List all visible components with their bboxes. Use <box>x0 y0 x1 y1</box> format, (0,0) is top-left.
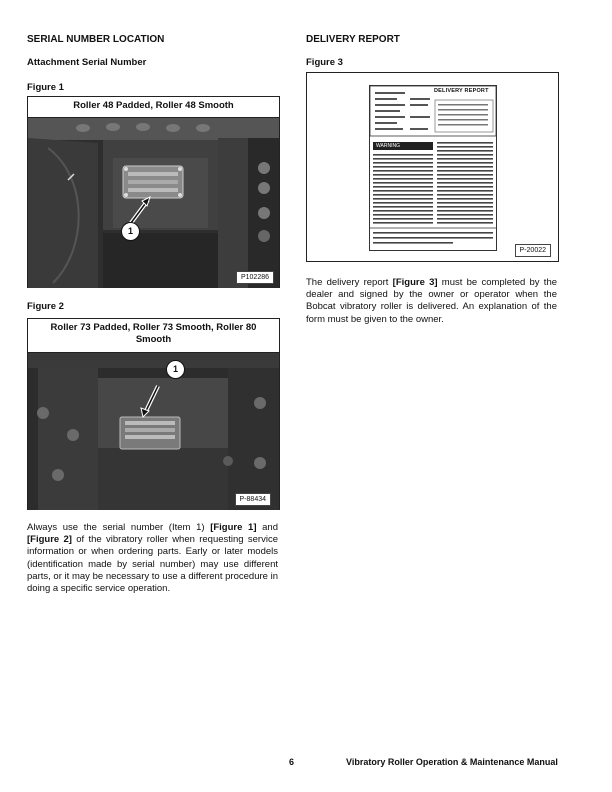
para-left-text-1: Always use the serial number (Item 1) <box>27 522 211 533</box>
manual-title: Vibratory Roller Operation & Maintenance Manual <box>346 757 558 767</box>
figure3-ref: [Figure 3] <box>392 277 438 288</box>
para-right-text-1: The delivery report <box>306 277 393 288</box>
figure2-ref: [Figure 2] <box>27 534 72 546</box>
section-title-delivery-report: DELIVERY REPORT <box>306 34 400 45</box>
figure2-label: Figure 2 <box>27 301 64 312</box>
delivery-report-form <box>369 85 497 251</box>
section-title-serial-number: SERIAL NUMBER LOCATION <box>27 34 165 45</box>
figure3-label: Figure 3 <box>306 57 343 68</box>
warning-label: WARNING <box>376 143 400 149</box>
figure3-photo-id: P-20022 <box>515 244 551 257</box>
figure1-photo <box>28 117 279 288</box>
figure2-box <box>27 318 280 510</box>
figure1-photo-id: P102286 <box>236 271 274 284</box>
figure2-caption: Roller 73 Padded, Roller 73 Smooth, Roller 80 Smooth <box>50 322 257 345</box>
para-left-text-2: and <box>256 522 278 533</box>
serial-number-paragraph <box>27 522 278 595</box>
figure1-box <box>27 96 280 288</box>
figure2-photo <box>28 352 279 510</box>
figure3-box <box>306 72 559 262</box>
figure1-callout: 1 <box>121 222 140 241</box>
subtitle-attachment-serial: Attachment Serial Number <box>27 57 147 68</box>
figure1-caption: Roller 48 Padded, Roller 48 Smooth <box>73 100 234 111</box>
para-right-text-2: must be completed by the dealer and signed by the owner or operator when the Bobcat vibratory roller is delivered. An explanation of the form must be given to the owner. <box>306 277 558 325</box>
figure2-callout: 1 <box>166 360 185 379</box>
delivery-report-paragraph <box>306 277 557 326</box>
figure2-photo-id: P-88434 <box>235 493 271 506</box>
delivery-report-form-title: DELIVERY REPORT <box>434 88 489 94</box>
figure1-label: Figure 1 <box>27 82 64 93</box>
figure1-ref: [Figure 1] <box>210 522 257 533</box>
page-number: 6 <box>289 757 295 767</box>
para-left-text-3: of the vibratory roller when requesting service information or when ordering parts. Early or later models (identification made by serial number) may use different parts, or it may be necessary to use a different procedure in doing a specific service operation. <box>27 534 278 595</box>
